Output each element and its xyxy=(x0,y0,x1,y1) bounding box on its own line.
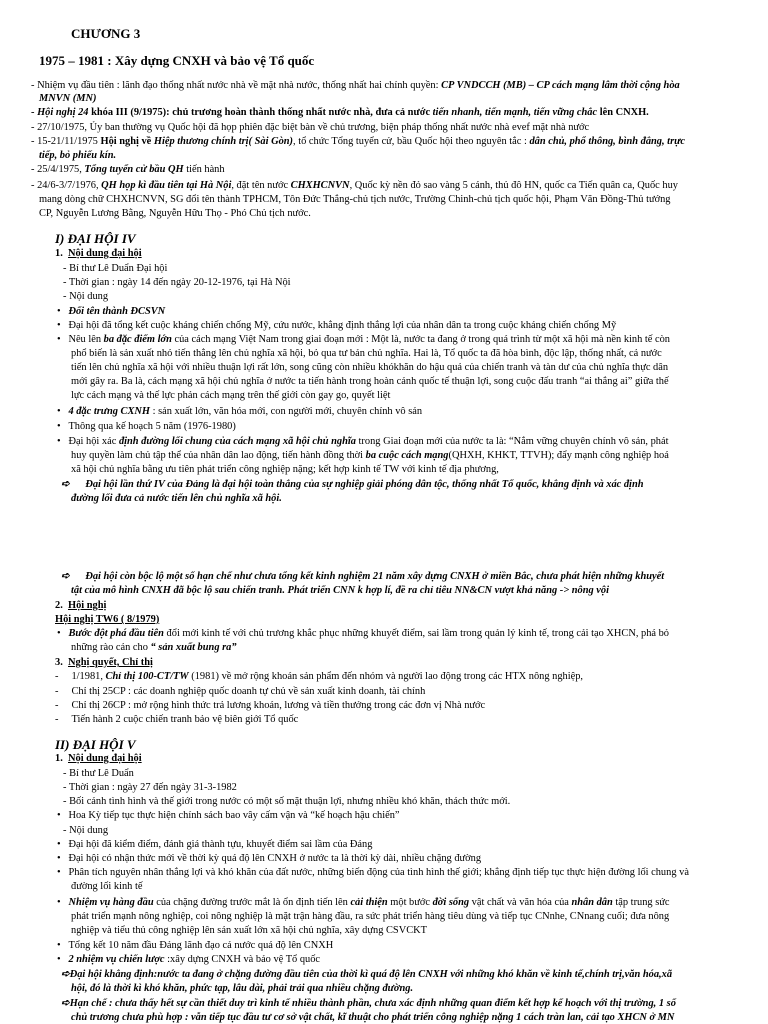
text: (1981) về mở rộng khoán sản phẩm đến nhóm và người lao động trong các HTX nông nghiệp, xyxy=(188,671,584,682)
intro-item-6-cont-2: CP, Nguyễn Lương Bằng, Nguyễn Hữu Thọ - Phó Chủ tịch nước. xyxy=(39,208,311,219)
dh4-resolution-1 xyxy=(55,670,583,683)
dh5-detail-2 xyxy=(63,781,237,794)
arrow-icon: ➪ xyxy=(61,571,70,582)
text-emphasis: Đại hội còn bộc lộ một số hạn chế như chưa tổng kết kinh nghiệm 21 năm xây dựng CNXH ở miền Bắc, chưa phát hiện những khuyết xyxy=(85,571,665,582)
text-bold: Hội nghị về xyxy=(100,136,154,147)
text-emphasis: Hội nghị 24 xyxy=(37,107,92,118)
text: Đại hội xác xyxy=(68,436,119,447)
text: Chỉ thị 25CP : các doanh nghiệp quốc doanh tự chủ về sản xuất kinh doanh, tài chính xyxy=(71,686,426,697)
bullet-marker: • xyxy=(57,334,61,345)
dh5-detail-3 xyxy=(63,795,510,808)
chapter-title: CHƯƠNG 3 xyxy=(71,26,141,41)
dh4-detail-3 xyxy=(63,290,108,303)
dh5-conclusion-2-cont: chủ trương chưa phù hợp : vẫn tiếp tục đầu tư cơ sở vật chất, kĩ thuật cho phát triển công nghiệp nặng 1 cách tràn lan, cải tạo XHCN ở MN xyxy=(71,1012,675,1023)
text: , tổ chức Tổng tuyển cử, bầu Quốc hội theo nguyên tắc : xyxy=(293,136,530,147)
bullet-marker: • xyxy=(57,853,61,864)
dh5-bullet-1 xyxy=(57,809,400,822)
text-emphasis: ba đặc điểm lớn xyxy=(103,334,172,345)
text-emphasis: CP VNDCCH (MB) – CP cách mạng lâm thời cộng hòa xyxy=(441,80,680,91)
text-emphasis: định đường lối chung của cách mạng xã hội chủ nghĩa xyxy=(118,436,356,447)
dh5-detail-4 xyxy=(63,824,108,837)
text-emphasis: “ sản xuất bung ra” xyxy=(150,642,237,653)
dh4-conclusion-1-cont: đường lối đưa cả nước tiến lên chủ nghĩa xã hội. xyxy=(71,493,282,504)
dh4-bullet-1 xyxy=(57,305,165,318)
text-emphasis: Tổng tuyển cử bầu QH xyxy=(84,164,184,175)
text: (QHXH, KHKT, TTVH); đẩy mạnh công nghiệp hoá xyxy=(448,450,669,461)
bullet-marker: • xyxy=(57,406,61,417)
bullet-marker: • xyxy=(57,867,61,878)
dash-marker: - xyxy=(63,768,67,779)
number-marker: 2. xyxy=(55,600,63,611)
intro-item-6-cont-1: mang dòng chữ CHXHCNVN, SG đổi tên thành TPHCM, Tôn Đức Thắng-chủ tịch nước, Trường Chinh-chủ tịch quốc hội, Phạm Văn Đồng-Thủ tướng xyxy=(39,194,671,205)
dh5-bullet-4 xyxy=(57,866,689,879)
text: những rào cản cho xyxy=(71,642,151,653)
dh5-bullet-7 xyxy=(57,953,320,966)
intro-item-5 xyxy=(31,163,225,176)
arrow-icon: ➪ xyxy=(61,969,70,980)
bullet-marker: • xyxy=(57,897,61,908)
text: đổi mới kinh tế với chủ trương khắc phục những khuyết điểm, sai lầm trong quản lý kinh tế, trong cải tạo XHCN, phá bỏ xyxy=(163,628,670,639)
text: của chặng đường trước mắt là ổn định tiến lên xyxy=(153,897,351,908)
text: Thời gian : ngày 27 đến ngày 31-3-1982 xyxy=(68,782,237,793)
dh5-bullet-4-cont: đường lối kinh tế xyxy=(71,881,143,892)
text-emphasis: ba cuộc cách mạng xyxy=(365,450,449,461)
dash-marker: - xyxy=(31,122,35,133)
text-emphasis: Hiệp thương chính trị( Sài Gòn) xyxy=(153,136,294,147)
dash-marker: - xyxy=(31,136,35,147)
dh5-bullet-3 xyxy=(57,852,481,865)
text-emphasis: cải thiện xyxy=(350,897,388,908)
text-emphasis: Đại hội lần thứ IV của Đảng là đại hội toàn thắng của sự nghiệp giải phóng dân tộc, thống nhất Tổ quốc, khẳng định và xác định xyxy=(85,479,644,490)
dh5-bullet-5-cont-2: nghiệp và tiểu thủ công nghiệp lên sản xuất lớn xã hội chủ nghĩa, xây dựng CSVCKT xyxy=(71,925,427,936)
text-emphasis: CHXHCNVN xyxy=(290,180,350,191)
text-emphasis: tiến nhanh, tiến mạnh, tiến vững chắc xyxy=(432,107,598,118)
text: Nêu lên xyxy=(68,334,104,345)
dh4-conclusion-1 xyxy=(61,478,644,491)
dh4-resolution-4 xyxy=(55,713,298,726)
text-emphasis: dân chủ, phổ thông, bình đẳng, trực xyxy=(529,136,685,147)
bullet-marker: • xyxy=(57,839,61,850)
bullet-marker: • xyxy=(57,306,61,317)
dh4-bullet-3-cont-3: mới gây ra. Ba là, cách mạng xã hội chủ nghĩa ở nước ta tiến hành trong hoàn cảnh quốc tế thuận lợi, song cuộc đấu tranh “ai thắng ai” giữa thế xyxy=(71,376,669,387)
dh4-conference-bullet-cont xyxy=(71,641,237,654)
text: tiến hành xyxy=(183,164,225,175)
dh5-subsection-1 xyxy=(55,752,142,765)
intro-item-4 xyxy=(31,135,685,148)
text: tập trung sức xyxy=(612,897,670,908)
text-bold: lên CNXH. xyxy=(597,107,649,118)
dh4-conference-title: Hội nghị TW6 ( 8/1979) xyxy=(55,614,160,625)
text: Đại hội có nhận thức mới về thời kỳ quá độ lên CNXH ở nước ta là thời kỳ dài, nhiều chặng đường xyxy=(68,853,482,864)
text-emphasis: nhân dân xyxy=(571,897,613,908)
section-title: 1975 – 1981 : Xây dựng CNXH và bảo vệ Tổ quốc xyxy=(39,53,315,68)
text-emphasis: QH họp kì đầu tiên tại Hà Nội xyxy=(101,180,232,191)
dh5-bullet-2 xyxy=(57,838,372,851)
intro-item-3 xyxy=(31,121,589,134)
dh4-detail-2 xyxy=(63,276,291,289)
text: Bí thư Lê Duẩn Đại hội xyxy=(69,263,168,274)
text-emphasis: đời sống xyxy=(432,897,470,908)
text-emphasis: Đổi tên thành ĐCSVN xyxy=(68,306,166,317)
dh4-resolution-2 xyxy=(55,685,425,698)
text: 15-21/11/1975 xyxy=(37,136,101,147)
text-bold: khóa III (9/1975): chủ trương hoàn thành thống nhất nước nhà, đưa cả nước xyxy=(91,107,433,118)
bullet-marker: • xyxy=(57,628,61,639)
text-emphasis: 4 đặc trưng CXNH xyxy=(68,406,151,417)
dash-marker: - xyxy=(55,686,59,697)
number-marker: 1. xyxy=(55,753,63,764)
number-marker: 3. xyxy=(55,657,63,668)
dai-hoi-v-heading: II) ĐẠI HỘI V xyxy=(55,737,136,752)
dh4-conclusion-2-cont: tật của mô hình CNXH đã bộc lộ sau chiến tranh. Phát triển CNN k hợp lí, đề ra chỉ tiêu NN&CN vượt khả năng -> nông vội xyxy=(71,585,610,596)
subsection-title: Nội dung đại hội xyxy=(68,248,142,259)
arrow-icon: ➪ xyxy=(61,479,70,490)
dh5-conclusion-1 xyxy=(61,968,672,981)
dh4-bullet-4 xyxy=(57,405,422,418)
dh5-conclusion-2 xyxy=(61,997,676,1010)
dash-marker: - xyxy=(63,796,67,807)
subsection-title: Nghị quyết, Chỉ thị xyxy=(68,657,153,668)
text: , Quốc kỳ nền đỏ sao vàng 5 cánh, thủ đô HN, quốc ca Tiến quân ca, Quốc huy xyxy=(349,180,678,191)
text: trong Giai đoạn mới của nước ta là: “Nắm vững chuyên chính vô sản, phát xyxy=(355,436,669,447)
text: Nội dung xyxy=(69,825,109,836)
dh5-detail-1 xyxy=(63,767,134,780)
text: 25/4/1975, xyxy=(37,164,85,175)
dash-marker: - xyxy=(63,291,67,302)
number-marker: 1. xyxy=(55,248,63,259)
text: 1/1981, xyxy=(71,671,106,682)
text: Thời gian : ngày 14 đến ngày 20-12-1976, tại Hà Nội xyxy=(68,277,291,288)
text: Chỉ thị 26CP : mở rộng hình thức trả lương khoán, lương và tiền thưởng trong các đơn vị Nhà nước xyxy=(71,700,486,711)
intro-item-6 xyxy=(31,179,678,192)
subsection-title: Nội dung đại hội xyxy=(68,753,142,764)
text-emphasis: Hạn chế : chưa thấy hết sự cần thiết duy trì kinh tế nhiều thành phần, chưa xác định những quan điểm kết hợp kế hoạch với thị trường, 1 số xyxy=(69,998,676,1009)
text: Phân tích nguyên nhân thắng lợi và khó khăn của đất nước, những biến động của tình hình thế giới; khẳng định tiếp tục thực hiện đường lối chung và xyxy=(68,867,689,878)
dash-marker: - xyxy=(63,263,67,274)
text: huy quyền làm chủ tập thể của nhân dân lao động, tiến hành đồng thời xyxy=(71,450,366,461)
dh4-conference-bullet xyxy=(57,627,669,640)
text: Tiến hành 2 cuộc chiến tranh bảo vệ biên giới Tổ quốc xyxy=(71,714,299,725)
text: Bí thư Lê Duẩn xyxy=(69,768,134,779)
bullet-marker: • xyxy=(57,320,61,331)
text: một bước xyxy=(387,897,433,908)
text: Nội dung xyxy=(69,291,109,302)
text: Nhiệm vụ đầu tiên : lãnh đạo thống nhất nước nhà về mặt nhà nước, thống nhất hai chính quyền: xyxy=(37,80,442,91)
intro-item-2 xyxy=(31,106,649,119)
dh5-conclusion-1-cont: hội, đó là thời kì khó khăn, phức tạp, lâu dài, phải trải qua nhiều chặng đường. xyxy=(71,983,414,994)
text: Tổng kết 10 năm đầu Đảng lãnh đạo cả nước quá độ lên CNXH xyxy=(68,940,334,951)
intro-item-1 xyxy=(31,79,680,92)
dash-marker: - xyxy=(63,825,67,836)
text: của cách mạng Việt Nam trong giai đoạn mới : Một là, nước ta đang ở trong quá trình từ một xã hội mà nền kinh tế còn xyxy=(171,334,671,345)
dh4-resolution-3 xyxy=(55,699,485,712)
text: 24/6-3/7/1976, xyxy=(37,180,102,191)
text: : sản xuất lớn, văn hóa mới, con người mới, chuyên chính vô sản xyxy=(150,406,423,417)
dash-marker: - xyxy=(55,700,59,711)
dai-hoi-iv-heading: I) ĐẠI HỘI IV xyxy=(55,231,136,246)
dh5-bullet-5 xyxy=(57,896,670,909)
text: Đại hội đã kiểm điểm, đánh giá thành tựu, khuyết điểm sai lầm của Đảng xyxy=(68,839,373,850)
dh5-bullet-6 xyxy=(57,939,333,952)
dh4-conclusion-2 xyxy=(61,570,664,583)
dash-marker: - xyxy=(31,80,35,91)
bullet-marker: • xyxy=(57,954,61,965)
dash-marker: - xyxy=(55,714,59,725)
text: Đại hội đã tổng kết cuộc kháng chiến chống Mỹ, cứu nước, khẳng định thắng lợi của nhân dân ta trong cuộc kháng chiến chống Mỹ xyxy=(68,320,617,331)
text: 27/10/1975, Ủy ban thường vụ Quốc hội đã họp phiên đặc biệt bàn về chủ trương, biện pháp thống nhất nước nhà evef mặt nhà nước xyxy=(37,122,590,133)
dh4-bullet-6-cont-1 xyxy=(71,449,669,462)
dh4-bullet-6-cont-2: xã hội chủ nghĩa bằng ưu tiên phát triển công nghiệp nặng; kết hợp kinh tế TW với kinh tế địa phương, xyxy=(71,464,499,475)
text-emphasis: Chỉ thị 100-CT/TW xyxy=(105,671,189,682)
bullet-marker: • xyxy=(57,810,61,821)
dash-marker: - xyxy=(31,180,35,191)
dh4-subsection-2 xyxy=(55,599,106,612)
bullet-marker: • xyxy=(57,940,61,951)
text-emphasis: Đại hội khẳng định:nước ta đang ở chặng đường đầu tiên của thời kì quá độ lên CNXH với những khó khăn về kinh tế,chính trị,văn hóa,xã xyxy=(69,969,673,980)
dh4-subsection-1 xyxy=(55,247,142,260)
text: , đặt tên nước xyxy=(231,180,291,191)
dh4-subsection-3 xyxy=(55,656,153,669)
text: Thông qua kế hoạch 5 năm (1976-1980) xyxy=(68,421,236,432)
dh4-bullet-3 xyxy=(57,333,670,346)
dash-marker: - xyxy=(31,107,35,118)
text: :xây dựng CNXH và bảo vệ Tổ quốc xyxy=(164,954,321,965)
dh4-bullet-6 xyxy=(57,435,668,448)
dh4-bullet-5 xyxy=(57,420,236,433)
intro-item-4-cont: tiếp, bỏ phiếu kín. xyxy=(39,150,117,161)
dash-marker: - xyxy=(63,782,67,793)
bullet-marker: • xyxy=(57,436,61,447)
arrow-icon: ➪ xyxy=(61,998,70,1009)
text-emphasis: Bước đột phá đầu tiên xyxy=(68,628,164,639)
dh4-bullet-3-cont-1: phổ biến là sản xuất nhỏ tiến thẳng lên chủ nghĩa xã hội, bỏ qua tư bản chủ nghĩa. Hai là, Tổ quốc ta đã hòa bình, độc lập, thống nhất, cả nước xyxy=(71,348,662,359)
text: Bối cảnh tình hình và thế giới trong nước có một số mặt thuận lợi, nhưng nhiều khó khăn, thách thức mới. xyxy=(69,796,511,807)
text: Hoa Kỳ tiếp tục thực hiện chính sách bao vây cấm vận và “kế hoạch hậu chiến” xyxy=(68,810,400,821)
subsection-title: Hội nghị xyxy=(68,600,107,611)
dash-marker: - xyxy=(31,164,35,175)
dh4-detail-1 xyxy=(63,262,167,275)
text-emphasis: Nhiệm vụ hàng đầu xyxy=(68,897,154,908)
intro-item-1-cont: MNVN (MN) xyxy=(39,93,97,104)
dh4-bullet-3-cont-2: tiến lên chủ nghĩa xã hội với nhiều thuận lợi rất lớn, song cũng còn nhiều khókhăn do hậu quả của chiến tranh và tàn dư của chủ nghĩa thực dân xyxy=(71,362,669,373)
dh4-bullet-3-cont-4: lực cách mạng và thế lực phản cách mạng trên thế giới còn gay go, quyết liệt xyxy=(71,390,391,401)
text: vật chất và văn hóa của xyxy=(469,897,572,908)
dash-marker: - xyxy=(63,277,67,288)
dash-marker: - xyxy=(55,671,59,682)
text-emphasis: 2 nhiệm vụ chiến lược xyxy=(68,954,165,965)
bullet-marker: • xyxy=(57,421,61,432)
dh5-bullet-5-cont-1: phát triển mạnh nông nghiệp, coi nông nghiệp là mặt trận hàng đầu, ra sức phát triển hàng tiêu dùng và tiếp tục CNnhe, CNnang cuối; đưa nông xyxy=(71,911,670,922)
dh4-bullet-2 xyxy=(57,319,616,332)
